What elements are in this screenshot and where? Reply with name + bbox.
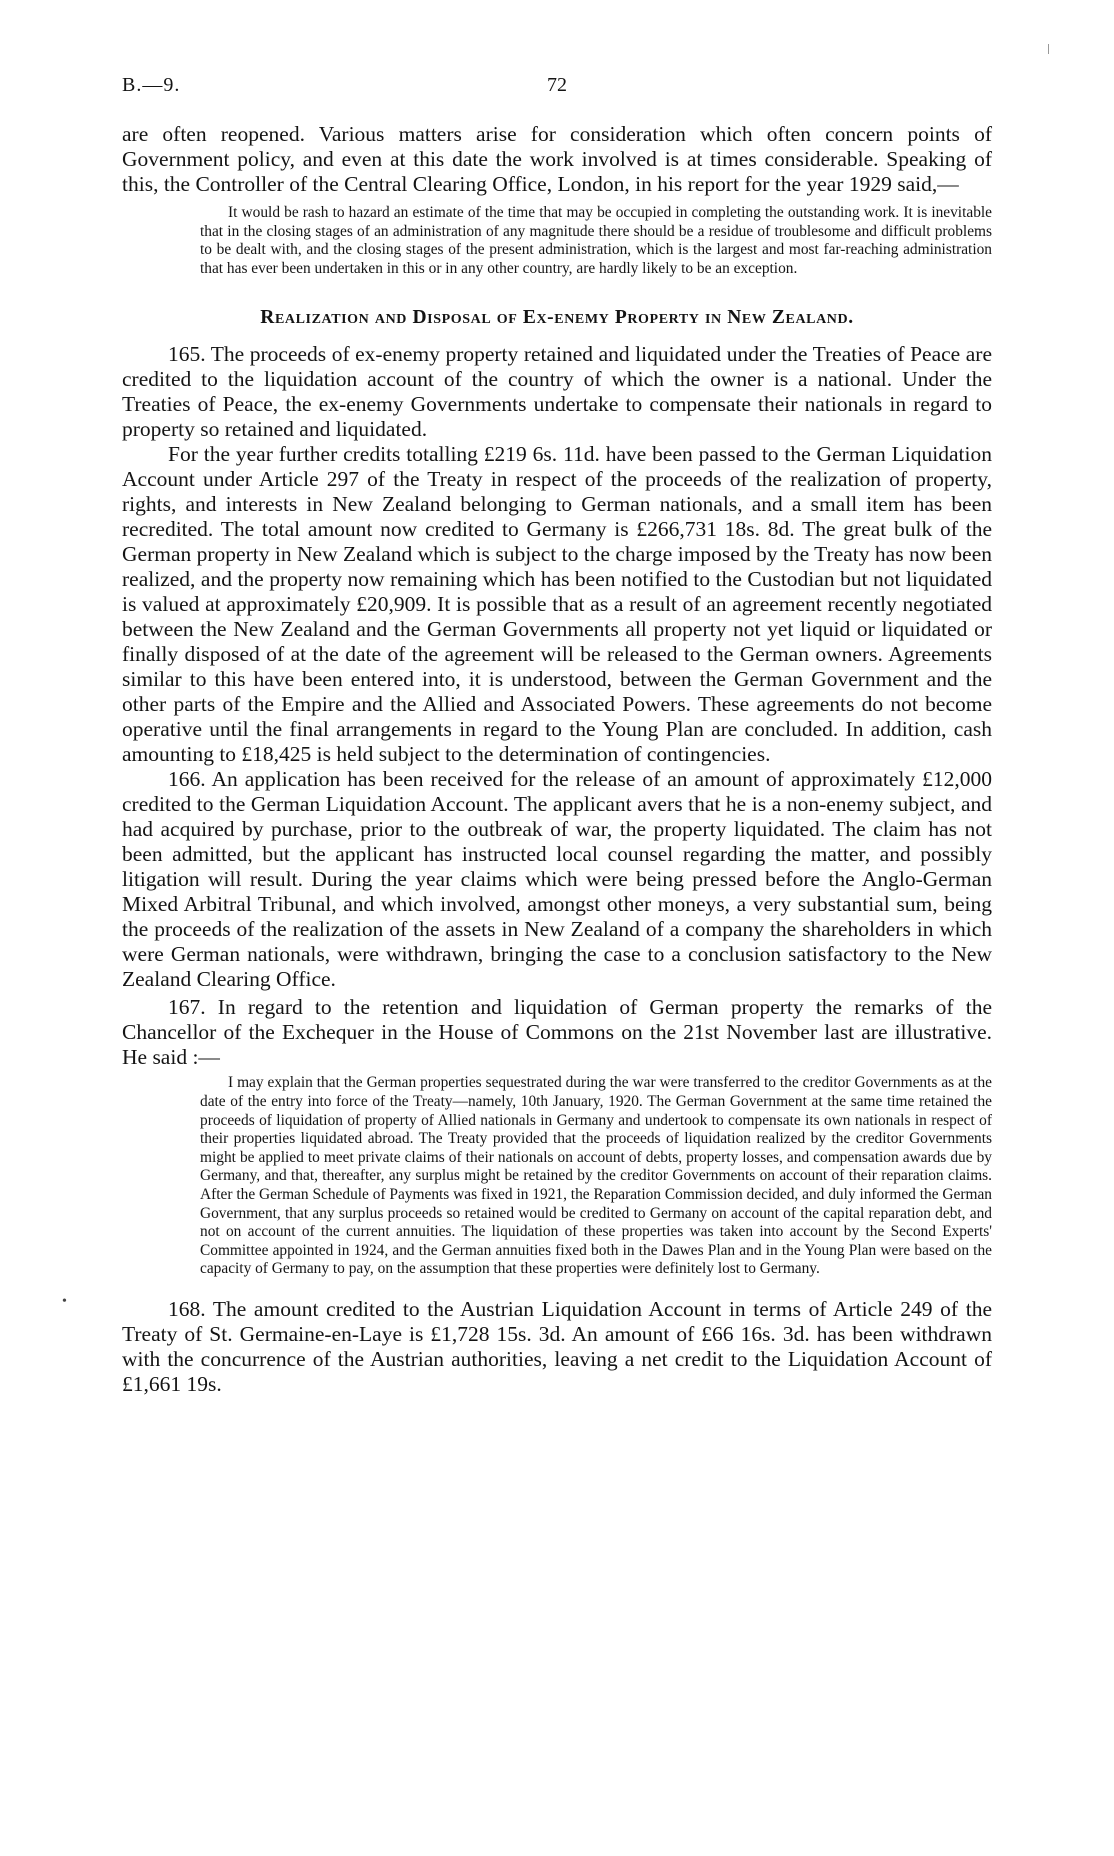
margin-mark	[1048, 44, 1049, 54]
document-reference: B.—9.	[122, 74, 181, 96]
paragraph-168: 168. The amount credited to the Austrian Liquidation Account in terms of Article 249 of the Treaty of St. Germaine-en-Laye is £1,728 15s. 3d. An amount of £66 16s. 3d. has been withdrawn with the concurrence of the Austrian authorities, leaving a net credit to the Liquidation Account of £1,661 19s.	[122, 1296, 992, 1396]
paragraph-165: 165. The proceeds of ex-enemy property retained and liquidated under the Treaties of Peace are credited to the liquidation account of the country of which the owner is a national. Under the Treaties of Peace, the ex-enemy Governments undertake to compensate their nationals in regard to property so retained and liquidated.	[122, 342, 992, 442]
paragraph-167: 167. In regard to the retention and liquidation of German property the remarks of the Chancellor of the Exchequer in the House of Commons on the 21st November last are illustrative. He said :—	[122, 995, 992, 1070]
document-body	[122, 122, 992, 1397]
quotation-controller-report: It would be rash to hazard an estimate of the time that may be occupied in completing the outstanding work. It is inevitable that in the closing stages of an administration of any magnitude there should be a residue of troublesome and difficult problems to be dealt with, and the closing stages of the present administration, which is the largest and most far-reaching administration that has ever been undertaken in this or in any other country, are hardly likely to be an exception.	[200, 204, 992, 277]
paragraph-165-continued: For the year further credits totalling £219 6s. 11d. have been passed to the German Liquidation Account under Article 297 of the Treaty in respect of the proceeds of the realization of property, rights, and interests in New Zealand belonging to German nationals, and a small item has been recredited. The total amount now credited to Germany is £266,731 18s. 8d. The great bulk of the German property in New Zealand which is subject to the charge imposed by the Treaty has now been realized, and the property now remaining which has been notified to the Custodian but not liquidated is valued at approximately £20,909. It is possible that as a result of an agreement recently negotiated between the New Zealand and the German Governments all property not yet liquid or liquidated or finally disposed of at the date of the agreement will be released to the German owners. Agreements similar to this have been entered into, it is understood, between the German Government and the other parts of the Empire and the Allied and Associated Powers. These agreements do not become operative until the final arrangements in regard to the Young Plan are concluded. In addition, cash amounting to £18,425 is held subject to the determination of contingencies.	[122, 442, 992, 767]
paragraph-166: 166. An application has been received for the release of an amount of approximately £12,000 credited to the German Liquidation Account. The applicant avers that he is a non-enemy subject, and had acquired by purchase, prior to the outbreak of war, the property liquidated. The claim has not been admitted, but the applicant has instructed local counsel regarding the matter, and possibly litigation will result. During the year claims which were being pressed before the Anglo-German Mixed Arbitral Tribunal, and which involved, amongst other moneys, a very substantial sum, being the proceeds of the realization of the assets in New Zealand of a company the shareholders in which were German nationals, were withdrawn, bringing the case to a conclusion satisfactory to the New Zealand Clearing Office.	[122, 767, 992, 992]
margin-dot: •	[62, 1294, 67, 1309]
section-heading: Realization and Disposal of Ex-enemy Property in New Zealand.	[260, 307, 854, 329]
paragraph-continuation: are often reopened. Various matters arise for consideration which often concern points of Government policy, and even at this date the work involved is at times considerable. Speaking of this, the Controller of the Central Clearing Office, London, in his report for the year 1929 said,—	[122, 122, 992, 196]
quotation-chancellor: I may explain that the German properties sequestrated during the war were transferred to the creditor Governments as at the date of the entry into force of the Treaty—namely, 10th January, 1920. The German Government at the same time retained the proceeds of liquidation of property of Allied nationals in Germany and undertook to compensate its own nationals in respect of their properties liquidated abroad. The Treaty provided that the proceeds of liquidation realized by the creditor Governments might be applied to meet private claims of their nationals on account of debts, property losses, and compensation awards due by Germany, and that, thereafter, any surplus might be retained by the creditor Governments on account of their reparation claims. After the German Schedule of Payments was fixed in 1921, the Reparation Commission decided, and duly informed the German Government, that any surplus proceeds so retained would be credited to Germany on account of the capital reparation debt, and not on account of the current annuities. The liquidation of these properties was taken into account by the Second Experts' Committee appointed in 1924, and the German annuities fixed both in the Dawes Plan and in the Young Plan were based on the capacity of Germany to pay, on the assumption that these properties were definitely lost to Germany.	[200, 1074, 992, 1278]
page-number: 72	[547, 74, 567, 96]
page-header	[122, 74, 992, 102]
